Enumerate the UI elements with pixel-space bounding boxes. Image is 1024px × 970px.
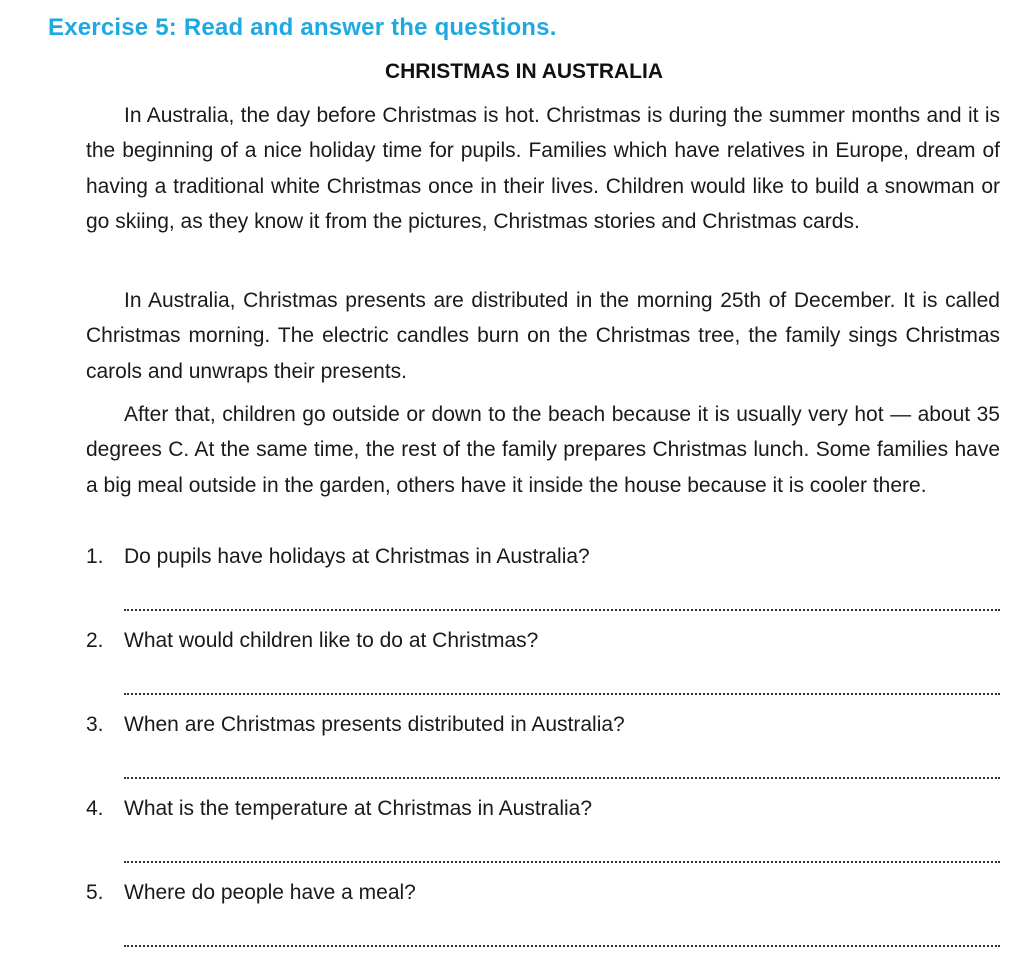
question-number: 5. — [86, 881, 104, 904]
answer-line[interactable] — [124, 693, 1000, 695]
answer-line[interactable] — [124, 945, 1000, 947]
question-number: 3. — [86, 713, 104, 736]
question-item — [86, 881, 1000, 965]
question-number: 2. — [86, 629, 104, 652]
question-item — [86, 545, 1000, 629]
article-paragraph: In Australia, the day before Christmas is hot. Christmas is during the summer months and it is the beginning of a nice holiday time for pupils. Families which have relatives in Europe, dream of having a traditional white Christmas once in their lives. Children would like to build a snowman or go skiing, as they know it from the pictures, Christmas stories and Christmas cards. — [86, 104, 1000, 233]
answer-line[interactable] — [124, 609, 1000, 611]
question-item — [86, 713, 1000, 797]
question-list — [86, 545, 1000, 965]
question-item — [86, 797, 1000, 881]
article-paragraph: After that, children go outside or down to the beach because it is usually very hot — about 35 degrees C. At the same time, the rest of the family prepares Christmas lunch. Some families have a big meal outside in the garden, others have it inside the house because it is cooler there. — [86, 403, 1000, 497]
exercise-title: Exercise 5: Read and answer the questions. — [48, 14, 557, 41]
answer-line[interactable] — [124, 777, 1000, 779]
question-text: Do pupils have holidays at Christmas in Australia? — [124, 545, 590, 568]
question-item — [86, 629, 1000, 713]
article-title: CHRISTMAS IN AUSTRALIA — [384, 60, 664, 83]
question-text: Where do people have a meal? — [124, 881, 416, 904]
question-text: What would children like to do at Christmas? — [124, 629, 539, 652]
answer-line[interactable] — [124, 861, 1000, 863]
question-text: When are Christmas presents distributed in Australia? — [124, 713, 625, 736]
question-number: 1. — [86, 545, 104, 568]
question-text: What is the temperature at Christmas in Australia? — [124, 797, 593, 820]
article-paragraph: In Australia, Christmas presents are distributed in the morning 25th of December. It is called Christmas morning. The electric candles burn on the Christmas tree, the family sings Christmas carols and unwraps their presents. — [86, 289, 1000, 383]
question-number: 4. — [86, 797, 104, 820]
